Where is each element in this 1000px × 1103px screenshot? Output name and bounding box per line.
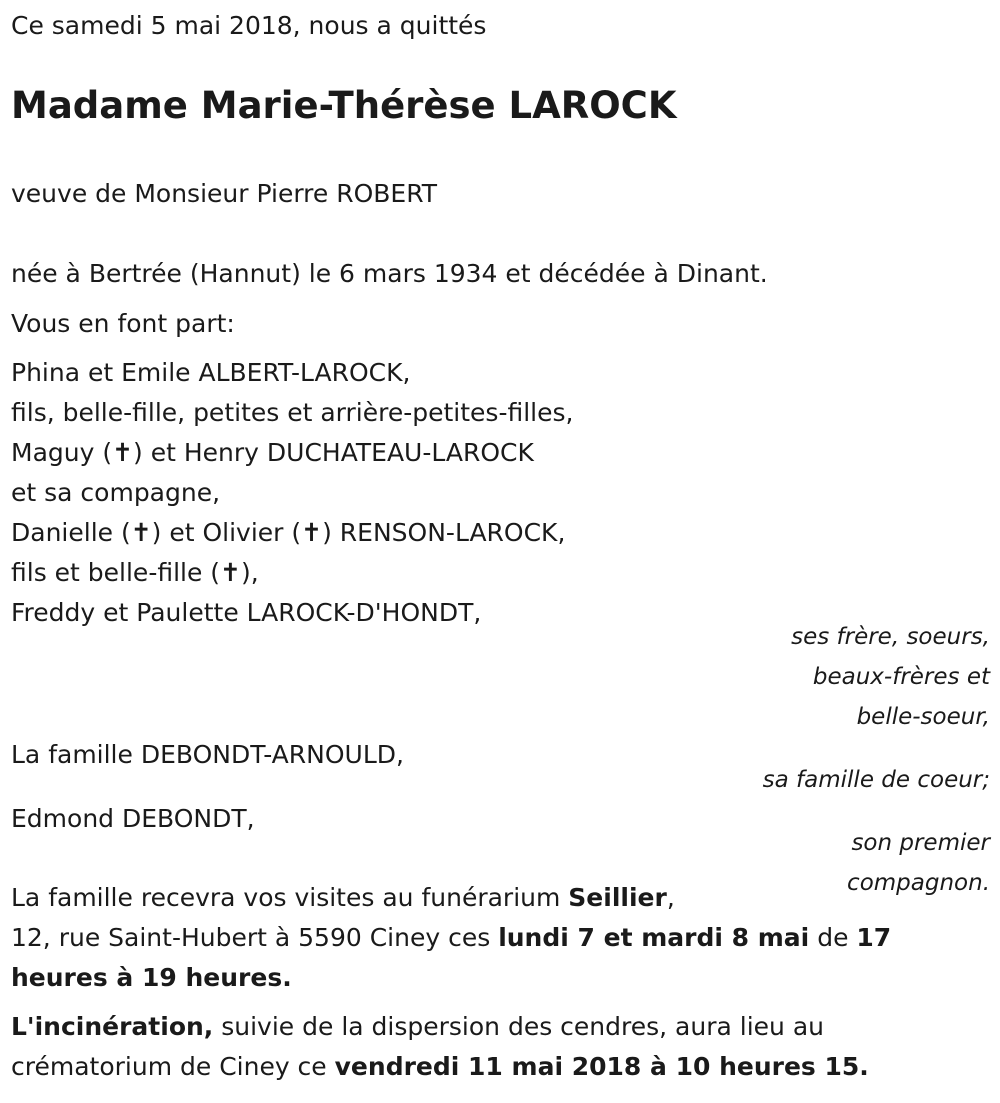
visits-text: de [809,923,857,952]
visits-text: 12, rue Saint-Hubert à 5590 Ciney ces [11,923,499,952]
relation-companion-line: compagnon. [847,870,990,896]
announce-text: Vous en font part: [11,309,235,338]
visit-days: lundi 7 et mardi 8 mai [498,923,810,952]
widow-text: veuve de Monsieur Pierre ROBERT [11,179,438,208]
cremation-date: vendredi 11 mai 2018 à 10 heures 15. [334,1052,869,1081]
family-line: fils, belle-fille, petites et arrière-petites-filles, [11,398,574,427]
intro-text: Ce samedi 5 mai 2018, nous a quittés [11,11,487,40]
family-line: fils et belle-fille (✝), [11,558,259,587]
birth-death-text: née à Bertrée (Hannut) le 6 mars 1934 et décédée à Dinant. [11,259,768,288]
family-line: et sa compagne, [11,478,221,507]
relation-line: ses frère, soeurs, [791,624,990,650]
deceased-name: Madame Marie-Thérèse LAROCK [11,84,677,127]
edmond-text: Edmond DEBONDT, [11,804,255,833]
cremation-line [11,1007,824,1047]
relation-companion-line: son premier [851,830,990,856]
visits-text: La famille recevra vos visites au funérarium [11,883,569,912]
visit-hours: 17 [856,923,892,952]
family-line: Maguy (✝) et Henry DUCHATEAU-LAROCK [11,438,534,467]
family-line: Phina et Emile ALBERT-LAROCK, [11,358,411,387]
funeral-home-name: Seillier [568,883,667,912]
cremation-text: suivie de la dispersion des cendres, aura lieu au [213,1012,824,1041]
family-line: Danielle (✝) et Olivier (✝) RENSON-LAROCK, [11,518,566,547]
relation-line: beaux-frères et [812,664,990,690]
cremation-text: crématorium de Ciney ce [11,1052,335,1081]
family-line: Freddy et Paulette LAROCK-D'HONDT, [11,598,482,627]
relation-heart: sa famille de coeur; [762,767,990,793]
visits-line [11,918,891,958]
visit-hours: heures à 19 heures. [11,963,292,992]
cremation-line [11,1047,869,1087]
visits-line [11,878,675,918]
cremation-label: L'incinération, [11,1012,214,1041]
visits-text: , [666,883,675,912]
visits-line [11,958,292,998]
debondt-family-text: La famille DEBONDT-ARNOULD, [11,740,404,769]
relation-line: belle-soeur, [856,704,990,730]
